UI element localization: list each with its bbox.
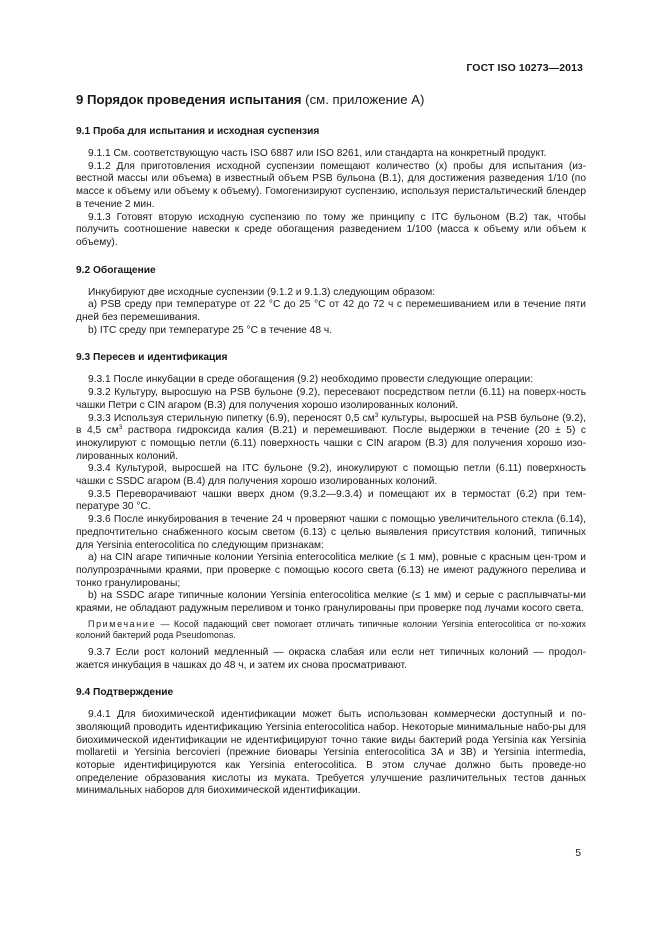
paragraph-9-3-3-part-c: раствора гидроксида калия (B.21) и перемешивают. После выдержки в течение (20 ± 5) с инокулируют с помощью петли (6.11) поверхность чашки с CIN агаром (B.3) для получения хорошо изо-лированных колоний. <box>76 425 586 462</box>
paragraph-9-3-6-b: b) на SSDC агаре типичные колонии Yersinia enterocolitica мелкие (≤ 1 мм) и серые с расплывчаты-ми краями, не обладают радужным переливом и тонко гранулированы при проверке под лучами косого света. <box>76 590 586 615</box>
paragraph-9-2-a: а) PSB среду при температуре от 22 °С до 25 °С от 42 до 72 ч с перемешиванием или в течение пяти дней без перемешивания. <box>76 299 586 324</box>
paragraph-9-3-4: 9.3.4 Культурой, выросшей на ITC бульоне (9.2), инокулируют с помощью петли (6.11) поверхность чашки с SSDC агаром (B.4) для получения хорошо изолированных колоний. <box>76 463 586 488</box>
standard-header: ГОСТ ISO 10273—2013 <box>466 62 583 74</box>
page-number: 5 <box>575 848 581 859</box>
superscript-cubic-2: 3 <box>118 424 123 432</box>
paragraph-9-3-7: 9.3.7 Если рост колоний медленный — окраска слабая или если нет типичных колоний — продол-жается инкубация в чашках до 48 ч, и затем их снова просматривают. <box>76 646 586 671</box>
section-title <box>76 92 586 108</box>
paragraph-9-3-6-a: а) на CIN агаре типичные колонии Yersinia enterocolitica мелкие (≤ 1 мм), ровные с красным цен-тром и полупрозрачными краями, при проверке с помощью косого света (6.13) не имеют радужного перелива и тонко гранулированы; <box>76 552 586 589</box>
paragraph-9-3-6: 9.3.6 После инкубирования в течение 24 ч проверяют чашки с помощью увеличительного стекла (6.14), предпочтительно снабженного косым светом (6.13) с целью выявления присутствия колоний, типичных для Yersinia enterocolitica по следующим признакам: <box>76 514 586 551</box>
paragraph-9-3-1: 9.3.1 После инкубации в среде обогащения (9.2) необходимо провести следующие операции: <box>88 374 534 386</box>
note <box>76 619 586 642</box>
paragraph-9-1-3: 9.1.3 Готовят вторую исходную суспензию по тому же принципу с ITC бульоном (B.2) так, чтобы получить соотношение навески к среде обогащения разведением 1/100 (масса к объему или объем к объему). <box>76 211 586 248</box>
paragraph-9-4-1: 9.4.1 Для биохимической идентификации может быть использован коммерчески доступный и по-зволяющий проводить идентификацию Yersinia enterocolitica набор. Некоторые минимальные набо-ры для биохимической идентификации не идентифицируют точно такие виды бактерий рода Yersinia как Yersinia mollaretii и Yersinia bercovieri (прежние биовары Yersinia enterocolitica 3A и 3B) и Yersinia intermedia, которые идентифицируются как Yersinia enterocolitica. В этом случае должно быть проведе-но определение образования кислоты из муката. Требуется улучшение различительных тестов данных минимальных наборов для биохимической идентификации. <box>76 709 586 797</box>
note-text: — Косой падающий свет помогает отличать типичные колонии Yersinia enterocolitica от по-хожих колоний бактерий рода Pseudomonas. <box>76 618 586 641</box>
paragraph-9-3-2: 9.3.2 Культуру, выросшую на PSB бульоне (9.2), пересевают посредством петли (6.11) на поверх-ность чашки Петри с CIN агаром (B.3) для получения хорошо изолированных колоний. <box>76 387 586 411</box>
paragraph-9-3-5: 9.3.5 Переворачивают чашки вверх дном (9.3.2—9.3.4) и помещают их в термостат (6.2) при тем-пературе 30 °С. <box>76 488 586 513</box>
section-title-text: 9 Порядок проведения испытания <box>76 92 302 107</box>
page-content <box>76 92 586 798</box>
paragraph-9-2-b: b) ITC среду при температуре 25 °С в течение 48 ч. <box>88 324 332 336</box>
subsection-9-2-title: 9.2 Обогащение <box>76 264 156 276</box>
subsection-9-3-title: 9.3 Пересев и идентификация <box>76 352 228 364</box>
paragraph-9-2-intro: Инкубируют две исходные суспензии (9.1.2 и 9.1.3) следующим образом: <box>88 286 436 298</box>
paragraph-9-1-1: 9.1.1 См. соответствующую часть ISO 6887 или ISO 8261, или стандарта на конкретный продукт. <box>88 148 547 159</box>
section-title-note: (см. приложение А) <box>301 92 425 107</box>
superscript-cubic-1: 3 <box>374 411 379 419</box>
paragraph-9-3-3-part-a: 9.3.3 Используя стерильную пипетку (6.9), переносят 0,5 см <box>88 412 375 424</box>
subsection-9-1-title: 9.1 Проба для испытания и исходная суспензия <box>76 126 320 137</box>
subsection-9-4-title: 9.4 Подтверждение <box>76 687 174 699</box>
paragraph-9-3-3 <box>76 413 586 464</box>
paragraph-9-1-2: 9.1.2 Для приготовления исходной суспензии помещают количество (x) пробы для испытания (из-вестной массы или объема) в известный объем PSB бульона (B.1), для достижения разведения 1/10 (по массе к объему или объему к объему). Гомогенизируют суспензию, используя перистальтический блендер в течение 2 мин. <box>76 160 586 210</box>
paragraph-9-3-3-part-b: культуры, выросшей на PSB бульоне (9.2), в 4,5 см <box>76 412 586 437</box>
note-label: Примечание <box>88 618 157 629</box>
